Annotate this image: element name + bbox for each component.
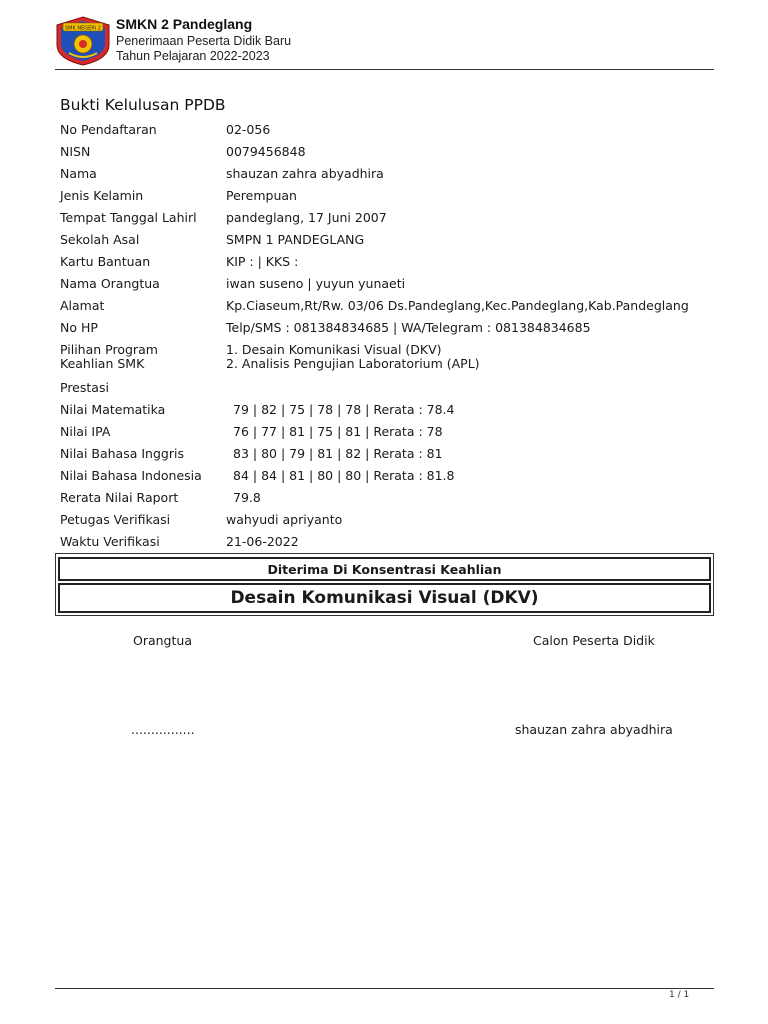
row-value: 84 | 84 | 81 | 80 | 80 | Rerata : 81.8	[233, 468, 455, 483]
header-subtitle: Penerimaan Peserta Didik Baru	[116, 34, 292, 48]
row-label: Kartu Bantuan	[60, 254, 151, 269]
row-value: wahyudi apriyanto	[226, 512, 343, 527]
signature-student-name: shauzan zahra abyadhira	[515, 722, 673, 737]
row-value: 02-056	[226, 122, 271, 137]
school-name: SMKN 2 Pandeglang	[116, 16, 253, 32]
document-title: Bukti Kelulusan PPDB	[60, 96, 226, 114]
svg-text:SMK NEGERI 2: SMK NEGERI 2	[64, 25, 102, 32]
row-value: iwan suseno | yuyun yunaeti	[226, 276, 406, 291]
row-label: Nilai Matematika	[60, 402, 166, 417]
signature-parent-title: Orangtua	[133, 633, 192, 648]
row-value: Perempuan	[226, 188, 297, 203]
accepted-program: Desain Komunikasi Visual (DKV)	[58, 583, 711, 613]
row-label: Nama Orangtua	[60, 276, 160, 291]
row-value: pandeglang, 17 Juni 2007	[226, 210, 387, 225]
row-label: No Pendaftaran	[60, 122, 157, 137]
row-value: 83 | 80 | 79 | 81 | 82 | Rerata : 81	[233, 446, 443, 461]
row-value: 79 | 82 | 75 | 78 | 78 | Rerata : 78.4	[233, 402, 455, 417]
signature-parent-name: ................	[131, 722, 195, 737]
result-heading: Diterima Di Konsentrasi Keahlian	[58, 557, 711, 581]
row-label: Sekolah Asal	[60, 232, 140, 247]
row-label: No HP	[60, 320, 98, 335]
header-divider	[55, 69, 714, 70]
signature-student-title: Calon Peserta Didik	[533, 633, 655, 648]
page-number: 1 / 1	[669, 990, 690, 1000]
row-value: 2. Analisis Pengujian Laboratorium (APL)	[226, 356, 480, 371]
row-value: 79.8	[233, 490, 261, 505]
row-label: Alamat	[60, 298, 105, 313]
row-label: Pilihan Program	[60, 342, 158, 357]
row-value: 76 | 77 | 81 | 75 | 81 | Rerata : 78	[233, 424, 443, 439]
row-label: Keahlian SMK	[60, 356, 145, 371]
row-value: 1. Desain Komunikasi Visual (DKV)	[226, 342, 442, 357]
header-academic-year: Tahun Pelajaran 2022-2023	[116, 49, 270, 63]
row-label: Nilai IPA	[60, 424, 111, 439]
row-label: Nilai Bahasa Inggris	[60, 446, 184, 461]
row-value: 0079456848	[226, 144, 306, 159]
row-label: Rerata Nilai Raport	[60, 490, 179, 505]
row-value: Kp.Ciaseum,Rt/Rw. 03/06 Ds.Pandeglang,Kec.Pandeglang,Kab.Pandeglang	[226, 298, 689, 313]
row-label: Nama	[60, 166, 97, 181]
row-value: Telp/SMS : 081384834685 | WA/Telegram : 081384834685	[226, 320, 591, 335]
row-label: Petugas Verifikasi	[60, 512, 171, 527]
document-header	[0, 0, 768, 70]
row-label: Jenis Kelamin	[60, 188, 144, 203]
row-label: Prestasi	[60, 380, 109, 395]
row-label: Tempat Tanggal Lahirl	[60, 210, 197, 225]
footer-divider	[55, 988, 714, 989]
row-label: Waktu Verifikasi	[60, 534, 160, 549]
row-value: shauzan zahra abyadhira	[226, 166, 384, 181]
row-value: SMPN 1 PANDEGLANG	[226, 232, 365, 247]
row-label: Nilai Bahasa Indonesia	[60, 468, 202, 483]
row-value: 21-06-2022	[226, 534, 299, 549]
row-label: NISN	[60, 144, 91, 159]
row-value: KIP : | KKS :	[226, 254, 299, 269]
school-logo	[55, 15, 111, 67]
